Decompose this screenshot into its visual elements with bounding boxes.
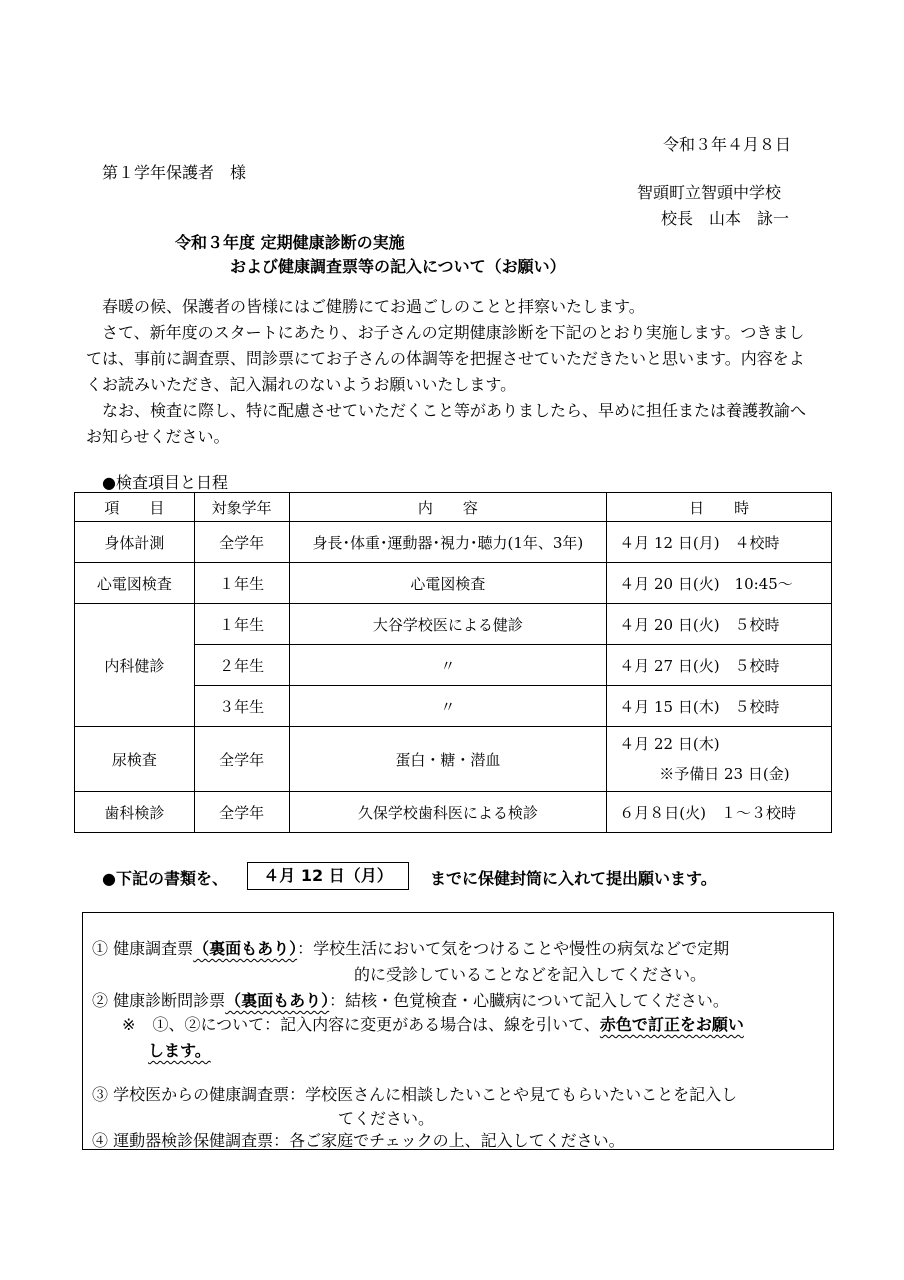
doc1-desc: ：学校生活において気をつけることや慢性の病気などで定期 [297, 939, 730, 958]
table-row [75, 792, 832, 833]
cell-datetime: ６月８日(火) １～３校時 [607, 792, 832, 833]
title-line-2: および健康調査票等の記入について（お願い） [230, 257, 566, 276]
deadline-box: ４月 12 日（月） [247, 862, 409, 890]
cell-grade: １年生 [194, 604, 289, 645]
cell-content: 蛋白・糖・潜血 [289, 727, 607, 792]
table-header-row [75, 493, 832, 522]
cell-item: 尿検査 [75, 727, 195, 792]
cell-item: 歯科検診 [75, 792, 195, 833]
submission-suffix: までに保健封筒に入れて提出願います。 [430, 869, 717, 888]
cell-grade: １年生 [194, 563, 289, 604]
doc2-back-note: （裏面もあり） [225, 991, 330, 1010]
schedule-heading: ●検査項目と日程 [102, 473, 228, 492]
doc2-number: ② [92, 991, 109, 1010]
doc1-number: ① [92, 939, 109, 958]
note-line [122, 1012, 744, 1035]
cell-content: 〃 [289, 686, 607, 727]
doc3-line1 [92, 1082, 737, 1105]
table-row [75, 727, 832, 792]
cell-grade: ３年生 [194, 686, 289, 727]
datetime-reserve: ※予備日 23 日(金) [659, 765, 790, 783]
doc1-desc-cont: 的に受診していることなどを記入してください。 [354, 965, 707, 984]
submission-prefix: ●下記の書類を、 [102, 869, 228, 888]
doc4-line [92, 1128, 625, 1151]
doc4-text: 運動器検診保健調査票：各ご家庭でチェックの上、記入してください。 [113, 1131, 625, 1150]
cell-grade: 全学年 [194, 727, 289, 792]
cell-grade: 全学年 [194, 792, 289, 833]
header-content: 内 容 [289, 493, 607, 522]
cell-grade: 全学年 [194, 522, 289, 563]
doc4-number: ④ [92, 1131, 109, 1150]
note-text: ①、②について：記入内容に変更がある場合は、線を引いて、 [152, 1015, 600, 1034]
doc2-line [92, 988, 729, 1011]
paragraph-greeting: 春暖の候、保護者の皆様にはご健勝にてお過ごしのことと拝察いたします。 [102, 297, 645, 316]
principal-name: 校長 山本 詠一 [661, 209, 790, 228]
paragraph-request: さて、新年度のスタートにあたり、お子さんの定期健康診断を下記のとおり実施します。つきましては、事前に調査票、問診票にてお子さんの体調等を把握させていただきたいと思います。内容をよくお読みいただき、記入漏れのないようお願いいたします。 [86, 323, 805, 394]
doc3-text-cont: てください。 [338, 1109, 435, 1128]
table-row [75, 522, 832, 563]
cell-content: 〃 [289, 645, 607, 686]
doc3-text: 学校医からの健康調査票：学校医さんに相談したいことや見てもらいたいことを記入し [113, 1085, 738, 1104]
table-row [75, 604, 832, 645]
cell-content: 大谷学校医による健診 [289, 604, 607, 645]
cell-datetime: ４月 20 日(火) ５校時 [607, 604, 832, 645]
cell-datetime: ４月 15 日(木) ５校時 [607, 686, 832, 727]
doc2-name: 健康診断問診票 [113, 991, 226, 1010]
cell-datetime: ４月 27 日(火) ５校時 [607, 645, 832, 686]
doc1-back-note: （裏面もあり） [193, 939, 298, 958]
cell-datetime [607, 727, 832, 792]
cell-datetime: ４月 12 日(月) ４校時 [607, 522, 832, 563]
cell-content: 身長･体重･運動器･視力･聴力(1年、3年) [289, 522, 607, 563]
recipient: 第１学年保護者 様 [102, 163, 247, 182]
header-item: 項 目 [75, 493, 195, 522]
body-text [86, 294, 814, 450]
cell-grade: ２年生 [194, 645, 289, 686]
datetime-main: ４月 22 日(木) [619, 735, 720, 753]
note-mark: ※ [122, 1015, 136, 1034]
header-datetime: 日 時 [607, 493, 832, 522]
doc3-number: ③ [92, 1085, 109, 1104]
note-emphasis: 赤色で訂正をお願い [599, 1015, 744, 1034]
schedule-table [74, 492, 832, 833]
paragraph-note: なお、検査に際し、特に配慮させていただくこと等がありましたら、早めに担任または養護教諭へお知らせください。 [86, 401, 807, 446]
cell-item: 内科健診 [75, 604, 195, 727]
cell-content: 心電図検査 [289, 563, 607, 604]
school-name: 智頭町立智頭中学校 [637, 183, 782, 202]
table-row [75, 563, 832, 604]
doc2-desc: ：結核・色覚検査・心臓病について記入してください。 [329, 991, 729, 1010]
cell-datetime: ４月 20 日(火) 10:45～ [607, 563, 832, 604]
doc1-line1 [92, 936, 729, 959]
cell-content: 久保学校歯科医による検診 [289, 792, 607, 833]
title-line-1: 令和３年度 定期健康診断の実施 [175, 233, 405, 252]
cell-item: 心電図検査 [75, 563, 195, 604]
header-grade: 対象学年 [194, 493, 289, 522]
note-emphasis-cont: します。 [148, 1041, 211, 1060]
letter-date: 令和３年４月８日 [663, 135, 792, 154]
cell-item: 身体計測 [75, 522, 195, 563]
doc1-name: 健康調査票 [113, 939, 194, 958]
